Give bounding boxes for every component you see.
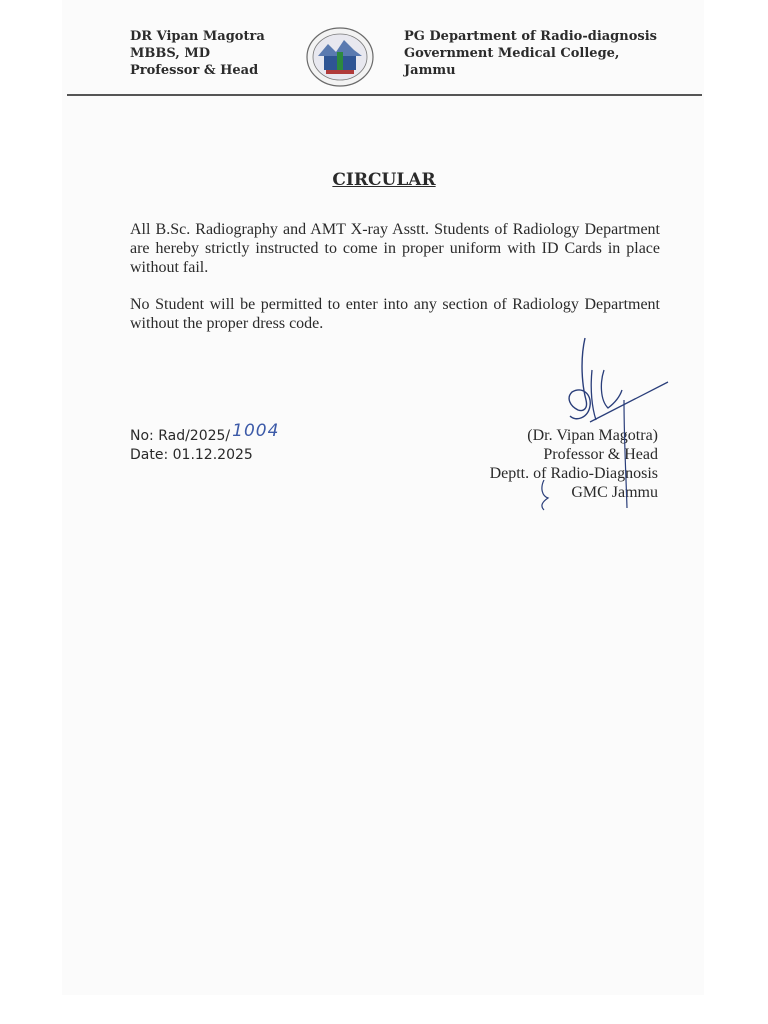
handwritten-reference-number: 1004 xyxy=(232,421,280,441)
college-seal-logo xyxy=(304,26,376,88)
author-degrees: MBBS, MD xyxy=(130,46,211,61)
reference-block xyxy=(130,421,280,465)
header-divider xyxy=(67,94,702,96)
author-name: DR Vipan Magotra xyxy=(130,29,265,44)
signatory-name: (Dr. Vipan Magotra) xyxy=(527,427,658,444)
circular-paragraph-2: No Student will be permitted to enter into any section of Radiology Department without the proper dress code. xyxy=(130,296,660,332)
college-name: Government Medical College, xyxy=(404,46,620,61)
circular-paragraph-1: All B.Sc. Radiography and AMT X-ray Asstt. Students of Radiology Department are hereby strictly instructed to come in proper uniform with ID Cards in place without fail. xyxy=(130,221,660,276)
signatory-institution: GMC Jammu xyxy=(571,484,658,501)
reference-number-label: No: Rad/2025/ xyxy=(130,428,231,444)
document-title: CIRCULAR xyxy=(332,170,436,190)
letterhead-left xyxy=(130,28,265,79)
college-city: Jammu xyxy=(404,63,456,78)
reference-number-row xyxy=(130,421,280,446)
reference-date: Date: 01.12.2025 xyxy=(130,447,253,463)
letterhead-right xyxy=(404,28,657,79)
department-name: PG Department of Radio-diagnosis xyxy=(404,29,657,44)
signatory-department: Deptt. of Radio-Diagnosis xyxy=(489,465,658,482)
author-designation: Professor & Head xyxy=(130,63,259,78)
handwritten-signature xyxy=(530,330,680,520)
signatory-designation: Professor & Head xyxy=(543,446,658,463)
